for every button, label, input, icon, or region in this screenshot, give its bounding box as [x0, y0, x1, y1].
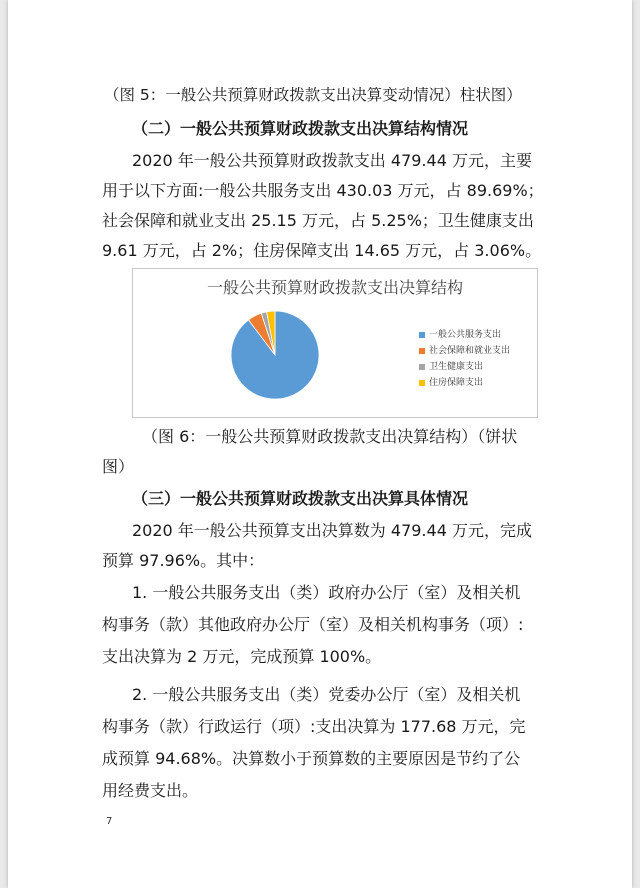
legend-swatch — [419, 348, 425, 354]
legend-label: 卫生健康支出 — [429, 362, 484, 372]
section-2-heading: （二）一般公共预算财政拨款支出决算结构情况 — [132, 119, 469, 138]
item-2-line: 构事务（款）行政运行（项）:支出决算为 177.68 万元，完 — [102, 717, 526, 736]
legend-item — [419, 343, 510, 356]
document-page — [8, 0, 632, 888]
page-number: 7 — [106, 816, 113, 827]
figure-5-caption: （图 5：一般公共预算财政拨款支出决算变动情况）柱状图） — [104, 86, 522, 104]
item-1-line: 支出决算为 2 万元，完成预算 100%。 — [102, 647, 382, 666]
item-1-line: 构事务（款）其他政府办公厅（室）及相关机构事务（项）: — [102, 615, 524, 634]
pie-chart — [132, 268, 538, 418]
item-2-line: 用经费支出。 — [102, 781, 199, 800]
legend-swatch — [419, 332, 425, 338]
legend-label: 社会保障和就业支出 — [429, 346, 511, 356]
legend-swatch — [419, 380, 425, 386]
section-2-paragraph-line: 社会保障和就业支出 25.15 万元，占 5.25%；卫生健康支出 — [102, 211, 534, 230]
legend-item — [419, 375, 483, 388]
legend-label: 一般公共服务支出 — [429, 330, 502, 340]
legend-item — [419, 359, 483, 372]
section-3-paragraph-line: 预算 97.96%。其中： — [102, 551, 265, 570]
section-2-paragraph-line: 用于以下方面:一般公共服务支出 430.03 万元，占 89.69%； — [102, 181, 544, 200]
item-2-line: 成预算 94.68%。决算数小于预算数的主要原因是节约了公 — [102, 749, 521, 768]
section-2-paragraph-line: 9.61 万元，占 2%；住房保障支出 14.65 万元，占 3.06%。 — [102, 241, 542, 260]
legend-swatch — [419, 364, 425, 370]
section-3-paragraph-line: 2020 年一般公共预算支出决算数为 479.44 万元，完成 — [132, 521, 532, 540]
chart-title: 一般公共预算财政拨款支出决算结构 — [206, 278, 463, 297]
figure-6-caption: （图 6：一般公共预算财政拨款支出决算结构）（饼状 — [142, 427, 518, 446]
section-2-paragraph-line: 2020 年一般公共预算财政拨款支出 479.44 万元，主要 — [132, 151, 532, 170]
figure-6-caption-cont: 图） — [102, 457, 135, 476]
section-3-heading: （三）一般公共预算财政拨款支出决算具体情况 — [132, 489, 469, 508]
legend-label: 住房保障支出 — [429, 378, 484, 388]
legend-item — [419, 327, 501, 340]
item-2-line: 2. 一般公共服务支出（类）党委办公厅（室）及相关机 — [132, 685, 521, 704]
item-1-line: 1. 一般公共服务支出（类）政府办公厅（室）及相关机 — [132, 583, 521, 602]
